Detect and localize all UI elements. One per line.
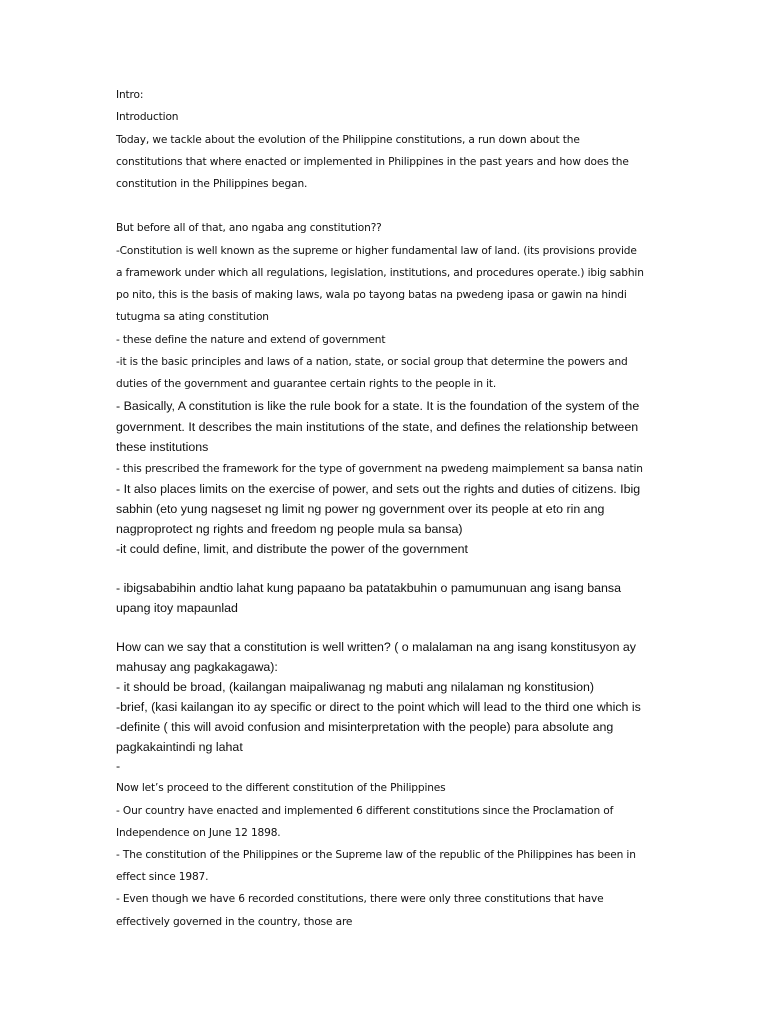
text-line: - this prescribed the framework for the type of government na pwedeng maimplement sa bansa natin [116,463,643,475]
text-line: nagproprotect ng rights and freedom ng people mula sa bansa) [116,522,463,536]
text-line: -definite ( this will avoid confusion and misinterpretation with the people) para absolute ang [116,720,614,734]
text-line: - The constitution of the Philippines or the Supreme law of the republic of the Philippines has been in [116,849,636,861]
text-line: a framework under which all regulations, legislation, institutions, and procedures operate.) ibig sabhin [116,267,644,279]
text-line: - these define the nature and extend of government [116,334,386,346]
text-line: - [116,759,121,773]
text-line: constitutions that where enacted or implemented in Philippines in the past years and how does the [116,156,629,168]
text-line: these institutions [116,440,209,454]
text-line: Intro: [116,89,144,101]
text-line: - Basically, A constitution is like the rule book for a state. It is the foundation of the system of the [116,399,640,413]
text-line: pagkakaintindi ng lahat [116,740,243,754]
text-line: effectively governed in the country, those are [116,916,353,928]
text-line: -brief, (kasi kailangan ito ay specific or direct to the point which will lead to the third one which is [116,700,641,714]
text-line: effect since 1987. [116,871,209,883]
text-line: -it is the basic principles and laws of a nation, state, or social group that determine the powers and [116,356,628,368]
text-line: upang itoy mapaunlad [116,601,238,615]
text-line: But before all of that, ano ngaba ang constitution?? [116,222,382,234]
text-line: - It also places limits on the exercise of power, and sets out the rights and duties of citizens. Ibig [116,482,641,496]
text-line: duties of the government and guarantee certain rights to the people in it. [116,378,497,390]
text-line: -it could define, limit, and distribute the power of the government [116,542,468,556]
text-line: mahusay ang pagkakagawa): [116,660,278,674]
text-line: Introduction [116,111,179,123]
text-line: -Constitution is well known as the supreme or higher fundamental law of land. (its provisions provide [116,245,637,257]
text-line: government. It describes the main institutions of the state, and defines the relationship between [116,420,639,434]
text-line: Independence on June 12 1898. [116,827,281,839]
text-line: - Our country have enacted and implemented 6 different constitutions since the Proclamation of [116,805,614,817]
text-line: How can we say that a constitution is well written? ( o malalaman na ang isang konstitusyon ay [116,640,636,654]
text-line: Now let’s proceed to the different constitution of the Philippines [116,782,446,794]
text-line: tutugma sa ating constitution [116,311,269,323]
text-line: constitution in the Philippines began. [116,178,308,190]
text-line: sabhin (eto yung nagseset ng limit ng power ng government over its people at eto rin ang [116,502,605,516]
text-line: - it should be broad, (kailangan maipaliwanag ng mabuti ang nilalaman ng konstitusion) [116,680,595,694]
text-line: Today, we tackle about the evolution of the Philippine constitutions, a run down about the [116,134,580,146]
text-line: - Even though we have 6 recorded constitutions, there were only three constitutions that have [116,893,604,905]
text-line: po nito, this is the basis of making laws, wala po tayong batas na pwedeng ipasa or gawin na hindi [116,289,627,301]
text-line: - ibigsababihin andtio lahat kung papaano ba patatakbuhin o pamumunuan ang isang bansa [116,581,621,595]
